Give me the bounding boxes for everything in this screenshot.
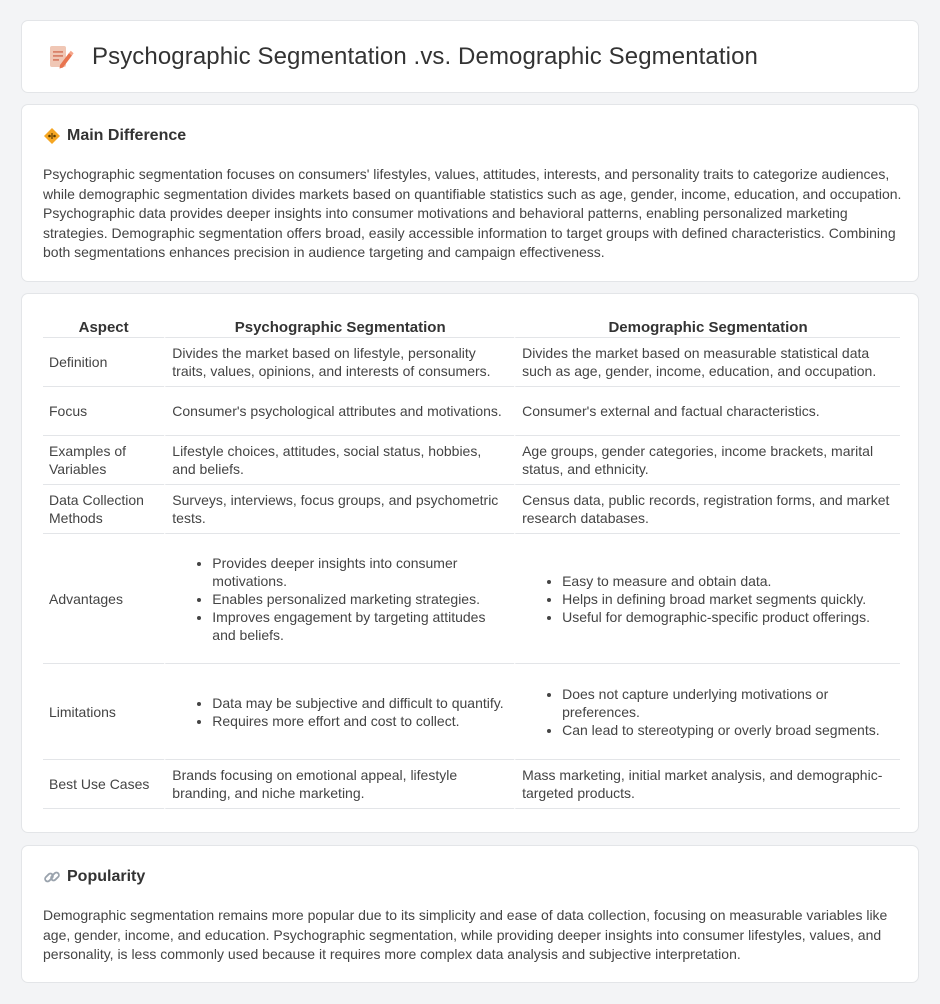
- table-row: [43, 534, 900, 664]
- popularity-text: Demographic segmentation remains more popular due to its simplicity and ease of data collection, focusing on measurable variables like age, gender, income, and education. Psychographic segmentation, while providing deeper insights into consumer lifestyles, values, and personality, is less commonly used because it requires more complex data analysis and subjective interpretation.: [43, 907, 888, 962]
- header-demographic: Demographic Segmentation: [514, 316, 900, 338]
- list-item: • Provides deeper insights into consumer motivations.: [212, 554, 508, 590]
- list-item: • Can lead to stereotyping or overly broad segments.: [562, 721, 894, 739]
- table-row: [43, 664, 900, 760]
- psychographic-cell: Surveys, interviews, focus groups, and psychometric tests.: [164, 485, 514, 534]
- psychographic-cell: Lifestyle choices, attitudes, social status, hobbies, and beliefs.: [164, 436, 514, 485]
- aspect-cell: Data Collection Methods: [43, 485, 164, 534]
- list-item: • Does not capture underlying motivations or preferences.: [562, 685, 894, 721]
- demographic-cell: Mass marketing, initial market analysis, and demographic-targeted products.: [514, 760, 900, 809]
- table-row: [43, 760, 900, 809]
- header-psychographic: Psychographic Segmentation: [164, 316, 514, 338]
- list-item: • Requires more effort and cost to collect.: [212, 712, 508, 730]
- list-item: • Improves engagement by targeting attitudes and beliefs.: [212, 608, 508, 644]
- demographic-cell: Divides the market based on measurable statistical data such as age, gender, income, education, and occupation.: [514, 338, 900, 387]
- demographic-cell: Age groups, gender categories, income brackets, marital status, and ethnicity.: [514, 436, 900, 485]
- psychographic-cell: [164, 664, 514, 760]
- main-difference-header: [43, 127, 186, 145]
- psychographic-cell: Brands focusing on emotional appeal, lifestyle branding, and niche marketing.: [164, 760, 514, 809]
- psychographic-cell: Divides the market based on lifestyle, personality traits, values, opinions, and interests of consumers.: [164, 338, 514, 387]
- advantages-demographic-list: [522, 572, 894, 626]
- list-item: • Easy to measure and obtain data.: [562, 572, 894, 590]
- table-row: [43, 436, 900, 485]
- aspect-cell: Limitations: [43, 664, 164, 760]
- aspect-cell: Examples of Variables: [43, 436, 164, 485]
- aspect-cell: Best Use Cases: [43, 760, 164, 809]
- advantages-psychographic-list: [172, 554, 508, 644]
- psychographic-cell: [164, 534, 514, 664]
- list-item: • Useful for demographic-specific product offerings.: [562, 608, 894, 626]
- popularity-header: [43, 868, 145, 886]
- popularity-heading: Popularity: [67, 868, 146, 885]
- psychographic-cell: Consumer's psychological attributes and motivations.: [164, 387, 514, 436]
- table-row: [43, 338, 900, 387]
- main-difference-text: Psychographic segmentation focuses on consumers' lifestyles, values, attitudes, interests, and personality traits to categorize audiences, while demographic segmentation divides markets based on quantifiable statistics such as age, gender, income, education, and occupation. Psychographic data provides deeper insights into consumer motivations and behavioral patterns, enabling personalized marketing strategies. Demographic segmentation offers broad, easily accessible information to target groups with defined characteristics. Combining both segmentations enhances precision in audience targeting and campaign effectiveness.: [43, 166, 902, 260]
- aspect-cell: Definition: [43, 338, 164, 387]
- main-difference-heading: Main Difference: [67, 127, 187, 144]
- table-header-row: [43, 316, 900, 338]
- main-difference-card: [21, 104, 919, 282]
- list-item: • Data may be subjective and difficult to quantify.: [212, 694, 508, 712]
- table-row: [43, 387, 900, 436]
- demographic-cell: Census data, public records, registration forms, and market research databases.: [514, 485, 900, 534]
- comparison-table: [43, 316, 900, 809]
- table-row: [43, 485, 900, 534]
- header-aspect: Aspect: [43, 316, 164, 338]
- title-card: [21, 20, 919, 93]
- page-title: Psychographic Segmentation .vs. Demographic Segmentation: [92, 43, 758, 70]
- popularity-card: [21, 845, 919, 983]
- limitations-demographic-list: [522, 685, 894, 739]
- list-item: • Enables personalized marketing strategies.: [212, 590, 508, 608]
- aspect-cell: Focus: [43, 387, 164, 436]
- limitations-psychographic-list: [172, 694, 508, 730]
- demographic-cell: [514, 664, 900, 760]
- diamond-warning-icon: [43, 127, 61, 145]
- comparison-table-card: [21, 293, 919, 833]
- list-item: • Helps in defining broad market segments quickly.: [562, 590, 894, 608]
- title-row: [46, 43, 758, 71]
- aspect-cell: Advantages: [43, 534, 164, 664]
- link-icon: [43, 868, 61, 886]
- demographic-cell: [514, 534, 900, 664]
- edit-document-icon: [46, 43, 74, 71]
- demographic-cell: Consumer's external and factual characteristics.: [514, 387, 900, 436]
